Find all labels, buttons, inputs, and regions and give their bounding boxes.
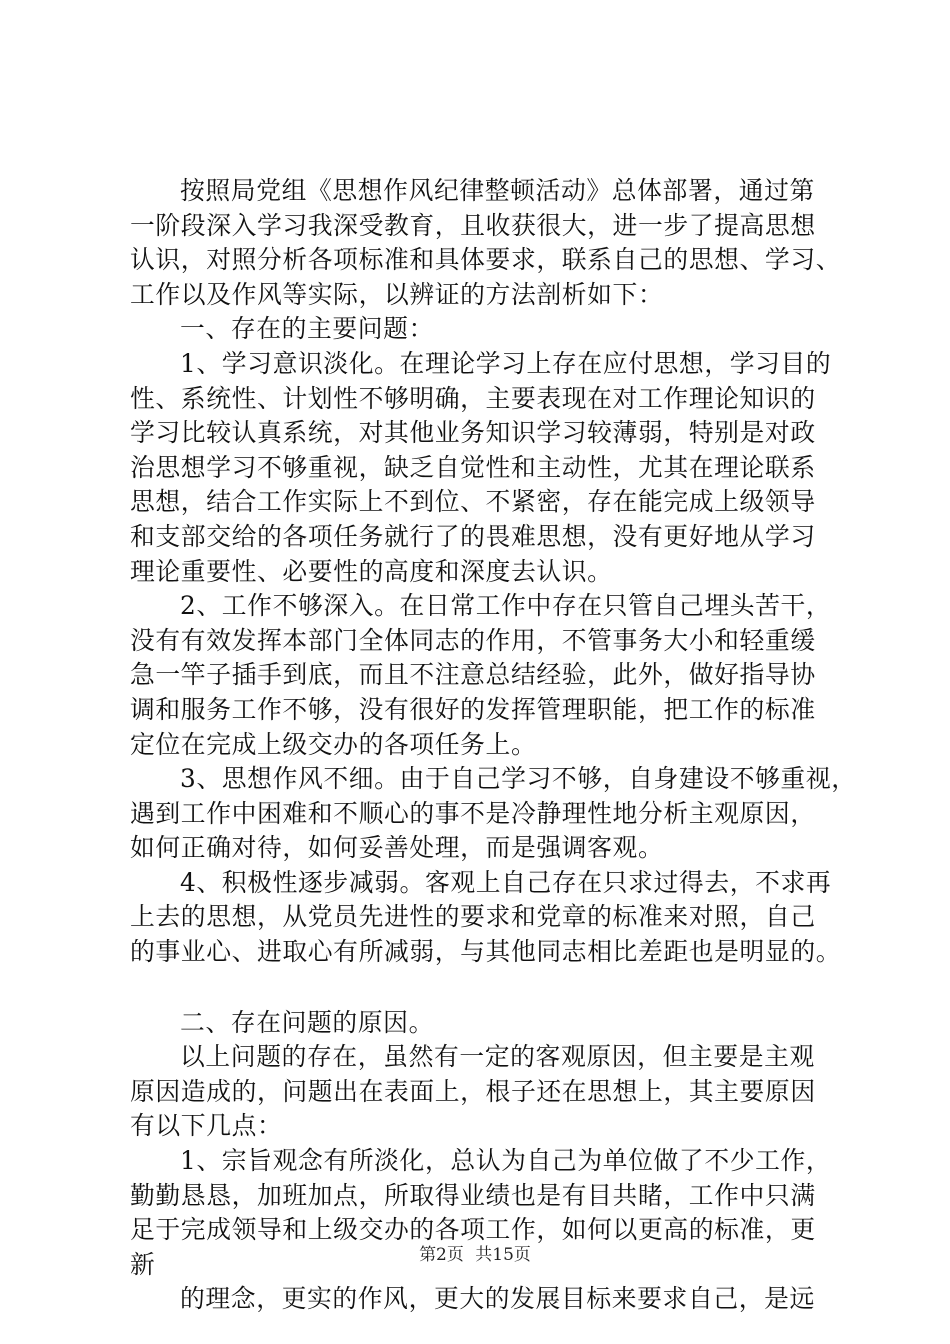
text-line: 新 [130, 1249, 156, 1279]
text-line: 4、积极性逐步减弱。客观上自己存在只求过得去，不求再 [180, 867, 832, 897]
text-line: 有以下几点： [130, 1111, 283, 1141]
text-line: 1、学习意识淡化。在理论学习上存在应付思想，学习目的 [180, 348, 832, 378]
text-line: 治思想学习不够重视，缺乏自觉性和主动性，尤其在理论联系 [130, 452, 816, 482]
text-line: 上去的思想，从党员先进性的要求和党章的标准来对照，自己 [130, 902, 816, 932]
text-line: 学习比较认真系统，对其他业务知识学习较薄弱，特别是对政 [130, 418, 816, 448]
text-line: 调和服务工作不够，没有很好的发挥管理职能，把工作的标准 [130, 694, 816, 724]
text-line: 定位在完成上级交办的各项任务上。 [130, 729, 537, 759]
text-line: 认识，对照分析各项标准和具体要求，联系自己的思想、学习、 [130, 245, 842, 275]
text-line: 按照局党组《思想作风纪律整顿活动》总体部署，通过第 [180, 176, 815, 205]
text-line: 1、宗旨观念有所淡化，总认为自己为单位做了不少工作， [180, 1146, 832, 1176]
page-footer [0, 1240, 950, 1265]
text-line: 的事业心、进取心有所减弱，与其他同志相比差距也是明显的。 [130, 937, 842, 967]
text-line: 的理念，更实的作风，更大的发展目标来要求自己，是远 [180, 1284, 815, 1314]
text-line: 一、存在的主要问题： [180, 314, 434, 344]
text-line: 足于完成领导和上级交办的各项工作，如何以更高的标准，更 [130, 1215, 816, 1245]
text-line: 遇到工作中困难和不顺心的事不是冷静理性地分析主观原因， [130, 798, 816, 828]
text-line: 以上问题的存在，虽然有一定的客观原因，但主要是主观 [180, 1042, 815, 1072]
text-line: 理论重要性、必要性的高度和深度去认识。 [130, 556, 613, 586]
document-body [130, 174, 857, 1317]
text-line: 和支部交给的各项任务就行了的畏难思想，没有更好地从学习 [130, 521, 816, 551]
paragraph-gap [130, 970, 850, 1006]
page-number: 第2页 [419, 1245, 464, 1265]
section-problems [130, 174, 857, 970]
text-line: 二、存在问题的原因。 [180, 1007, 434, 1037]
text-line: 一阶段深入学习我深受教育，且收获很大，进一步了提高思想 [130, 210, 816, 240]
text-line: 没有有效发挥本部门全体同志的作用，不管事务大小和轻重缓 [130, 625, 816, 655]
text-line: 原因造成的，问题出在表面上，根子还在思想上，其主要原因 [130, 1076, 816, 1106]
page-total: 共15页 [475, 1245, 531, 1265]
text-line: 急一竿子插手到底，而且不注意总结经验，此外，做好指导协 [130, 660, 816, 690]
text-line: 工作以及作风等实际，以辨证的方法剖析如下： [130, 279, 664, 309]
text-line: 思想，结合工作实际上不到位、不紧密，存在能完成上级领导 [130, 487, 816, 517]
text-line: 如何正确对待，如何妥善处理，而是强调客观。 [130, 833, 664, 863]
section-causes [130, 1006, 850, 1317]
text-line: 3、思想作风不细。由于自己学习不够，自身建设不够重视， [180, 764, 857, 794]
text-line: 2、工作不够深入。在日常工作中存在只管自己埋头苦干， [180, 591, 832, 621]
text-line: 勤勤恳恳，加班加点，所取得业绩也是有目共睹，工作中只满 [130, 1180, 816, 1210]
text-line: 性、系统性、计划性不够明确，主要表现在对工作理论知识的 [130, 383, 816, 413]
